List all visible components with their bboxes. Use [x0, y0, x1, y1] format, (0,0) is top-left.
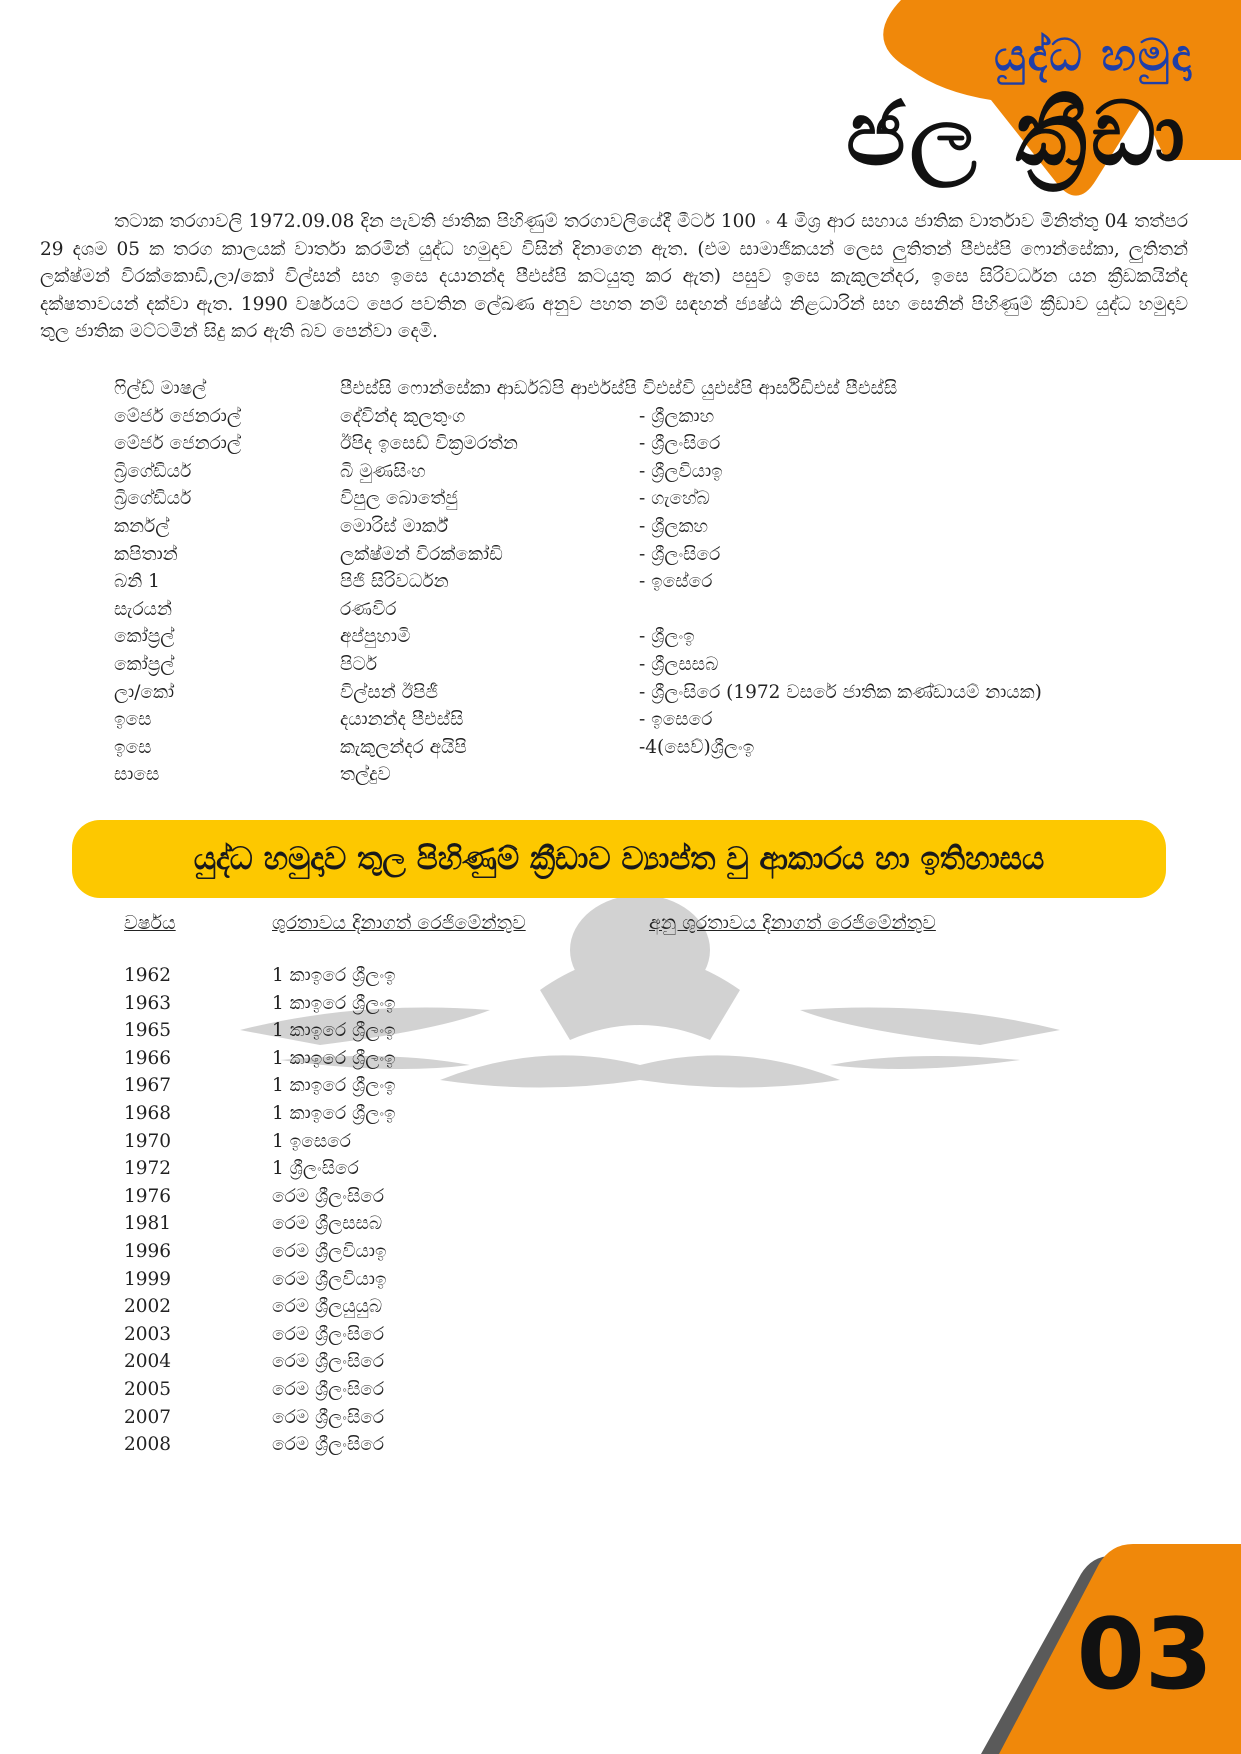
officer-rank: බ්‍රිගේඩියර් [114, 460, 192, 482]
officer-row [114, 709, 1214, 737]
table-row [124, 1048, 724, 1076]
officer-rank: මේජර් ජෙනරාල් [114, 405, 242, 427]
officer-unit: - ශ්‍රීලංසිරෙ (1972 වසරේ ජාතික කණ්ඩායම් නායක) [639, 681, 1042, 703]
officer-row [114, 488, 1214, 516]
header-title: ජල ක්‍රීඩා [846, 82, 1189, 185]
officer-rank: ඉසෙ [114, 736, 152, 758]
officer-name: ලක්ෂ්මන් විරක්කෝඩි [340, 543, 503, 565]
header-subtitle: යුද්ධ හමුදා [994, 30, 1193, 81]
row-champion: රෙම ශ්‍රීලසසබ [272, 1213, 383, 1235]
officer-row [114, 433, 1214, 461]
officer-unit: - ශ්‍රීලංසිරෙ [639, 543, 721, 565]
officer-row [114, 737, 1214, 765]
officer-row [114, 654, 1214, 682]
row-champion: රෙම ශ්‍රීලංසිරෙ [272, 1434, 385, 1456]
officer-row [114, 626, 1214, 654]
officer-rank: කෝප්‍රල් [114, 626, 175, 648]
row-champion: 1 කාඉරෙ ශ්‍රීලංඉ [272, 1102, 396, 1124]
officer-name: බි මුණසිංහ [340, 460, 426, 482]
row-year: 1976 [124, 1185, 172, 1207]
row-champion: රෙම ශ්‍රීලංසිරෙ [272, 1351, 385, 1373]
officer-name: විපුල බොතේජු [340, 488, 458, 510]
officer-name: තල්දුව [340, 764, 391, 786]
officer-unit: - ඉසේරෙ [639, 571, 713, 593]
officer-name: මොරිස් මාර්ක් [340, 515, 448, 537]
table-row [124, 1213, 724, 1241]
table-row [124, 1379, 724, 1407]
table-row [124, 1131, 724, 1159]
row-year: 1968 [124, 1102, 172, 1124]
row-year: 1981 [124, 1213, 172, 1235]
header-runner-up: අනු ශුරතාවය දිනාගත් රෙජිමේන්තුව [649, 912, 936, 934]
header-champion: ශුරතාවය දිනාගත් රෙජිමේන්තුව [272, 912, 526, 934]
officer-row [114, 682, 1214, 710]
table-row [124, 1158, 724, 1186]
table-row [124, 1351, 724, 1379]
row-year: 1999 [124, 1268, 172, 1290]
row-year: 2002 [124, 1296, 172, 1318]
officer-rank: ඉසෙ [114, 709, 152, 731]
officer-name: පිටර් [340, 653, 378, 675]
table-row [124, 1241, 724, 1269]
table-row [124, 1186, 724, 1214]
officer-row [114, 544, 1214, 572]
row-champion: 1 කාඉරෙ ශ්‍රීලංඉ [272, 1047, 396, 1069]
officer-unit: - ශ්‍රීලංඉ [639, 626, 695, 648]
row-champion: 1 කාඉරෙ ශ්‍රීලංඉ [272, 1075, 396, 1097]
officer-name: පිජි සිරිවර්ධන [340, 571, 449, 593]
row-champion: රෙම ශ්‍රීලවියාඉ [272, 1268, 387, 1290]
row-champion: රෙම ශ්‍රීලවියාඉ [272, 1240, 387, 1262]
row-year: 1962 [124, 965, 172, 986]
officer-row [114, 516, 1214, 544]
table-row [124, 1407, 724, 1435]
officer-rank: ලා/කෝ [114, 681, 175, 703]
row-year: 1972 [124, 1158, 172, 1180]
officer-rank: කපිතාන් [114, 543, 178, 565]
row-champion: 1 ඉසෙරෙ [272, 1130, 351, 1152]
section-banner [72, 820, 1166, 898]
table-row [124, 1020, 724, 1048]
table-row [124, 1296, 724, 1324]
section-banner-title: යුද්ධ හමුදාව තුල පිහිණුම් ක්‍රීඩාව ව්‍යාප්ත වු ආකාරය හා ඉතිහාසය [193, 840, 1045, 877]
row-year: 2005 [124, 1378, 172, 1400]
officer-unit: - ශ්‍රීලකාහ [639, 405, 715, 427]
officer-row [114, 571, 1214, 599]
header-year: වර්ෂය [124, 912, 176, 934]
officer-rank: බ්‍රිගේඩියර් [114, 488, 192, 510]
row-champion: රෙම ශ්‍රීලංසිරෙ [272, 1378, 385, 1400]
officer-name: රණවිර [340, 598, 397, 620]
row-champion: රෙම ශ්‍රීලංසිරෙ [272, 1406, 385, 1428]
row-year: 1963 [124, 992, 172, 1014]
row-champion: රෙම ශ්‍රීලයුයුබ [272, 1296, 383, 1318]
table-row [124, 1075, 724, 1103]
page-number: 03 [1076, 1598, 1213, 1712]
table-row [124, 965, 724, 993]
officer-name: අප්පුහාමි [340, 626, 411, 648]
row-year: 1966 [124, 1047, 172, 1069]
row-champion: 1 කාඉරෙ ශ්‍රීලංඉ [272, 1020, 396, 1042]
row-champion: 1 කාඉරෙ ශ්‍රීලංඉ [272, 965, 396, 986]
officer-rank: කෝප්‍රල් [114, 653, 175, 675]
table-row [124, 1103, 724, 1131]
officer-name: පීඑස්සි ෆොන්සේකා ආර්ඩබ්පි ආර්එස්පි විඑස්වි යුඑස්පි ආර්සිඩිඑස් පීඑස්සි [340, 378, 898, 399]
officer-row [114, 461, 1214, 489]
officer-unit: -4(සෙව්)ශ්‍රීලංඉ [639, 736, 755, 758]
history-table-header [124, 912, 1024, 940]
row-year: 2007 [124, 1406, 172, 1428]
officer-name: දේවින්ද කුලතුංග [340, 405, 466, 427]
row-year: 2008 [124, 1434, 172, 1456]
officer-rank: ෆිල්ඩ් මාෂල් [114, 378, 207, 399]
officer-name: කැකුලන්දර අයිපි [340, 736, 467, 758]
officer-unit: - ශ්‍රීලකහ [639, 515, 709, 537]
officer-rank: සාසෙ [114, 764, 160, 786]
officer-rank: මේජර් ජෙනරාල් [114, 433, 242, 455]
row-year: 1967 [124, 1075, 172, 1097]
officer-rank: බනි 1 [114, 571, 160, 593]
table-row [124, 1269, 724, 1297]
row-year: 2004 [124, 1351, 172, 1373]
table-row [124, 1434, 724, 1462]
officer-name: ඊපිද ඉසෙඩ් වික්‍රමරත්න [340, 433, 518, 455]
officer-unit: - ගැහේබ [639, 488, 710, 510]
officer-name: විල්සන් ඊපිජී [340, 681, 439, 703]
officer-unit: - ශ්‍රීලංසිරෙ [639, 433, 721, 455]
officer-rank: සැරයන් [114, 598, 172, 620]
row-year: 1965 [124, 1020, 172, 1042]
intro-paragraph: තටාක තරගාවලි 1972.09.08 දින පැවති ජාතික පිහිණුම් තරගාවලියේදී මීටර් 100 ං 4 මිශ්‍ර ආර සහාය ජාතික වාර්තාව මිනිත්තු 04 තත්පර 29 දශම 05 ක තරග කාලයක් වාර්තා කරමින් යුද්ධ හමුදාව විසින් දිනාගෙන ඇත. (එම සාමාජිකයන් ලෙස ලුතිතන් පීඑස්පි ෆොන්සේකා, ලුතිතන් ලක්ෂ්මන් විරක්කොඩි,ලා/කෝ විල්සන් සහ ඉසෙ දයානන්ද පීඑස්පි කටයුතු කර ඇත) පසුව ඉසෙ කැකුලන්දර, ඉසෙ සිරිවර්ධන යන ක්‍රීඩකයින්ද දක්ෂතාවයන් දක්වා ඇත. 1990 වර්ෂයට පෙර පවතින ලේඛණ අනුව පහත නම් සඳහන් ජ්‍යෂ්ඨ නිළධාරින් සහ සෙනින් පිහිණුම් ක්‍රීඩාව යුද්ධ හමුදාව තුල ජාතික මට්ටමින් සිදු කර ඇති බව පෙන්වා දෙමි. [40, 211, 1188, 342]
officer-rank: කර්නල් [114, 515, 170, 537]
history-table [124, 965, 724, 1462]
row-champion: රෙම ශ්‍රීලංසිරෙ [272, 1185, 385, 1207]
officer-row [114, 764, 1214, 792]
officer-row [114, 406, 1214, 434]
officer-row [114, 378, 1214, 406]
row-champion: 1 ශ්‍රීලංසිරෙ [272, 1158, 359, 1180]
table-row [124, 993, 724, 1021]
table-row [124, 1324, 724, 1352]
officer-row [114, 599, 1214, 627]
officer-unit: - ශ්‍රීලවියාඉ [639, 460, 723, 482]
officer-unit: - ශ්‍රීලසසබ [639, 653, 719, 675]
row-champion: රෙම ශ්‍රීලංසිරෙ [272, 1323, 385, 1345]
officer-list [114, 378, 1214, 792]
row-year: 1970 [124, 1130, 172, 1152]
row-year: 2003 [124, 1323, 172, 1345]
officer-unit: - ඉසෙරෙ [639, 709, 713, 731]
officer-name: දයානන්ද පීඑස්සි [340, 709, 464, 731]
row-champion: 1 කාඉරෙ ශ්‍රීලංඉ [272, 992, 396, 1014]
row-year: 1996 [124, 1240, 172, 1262]
